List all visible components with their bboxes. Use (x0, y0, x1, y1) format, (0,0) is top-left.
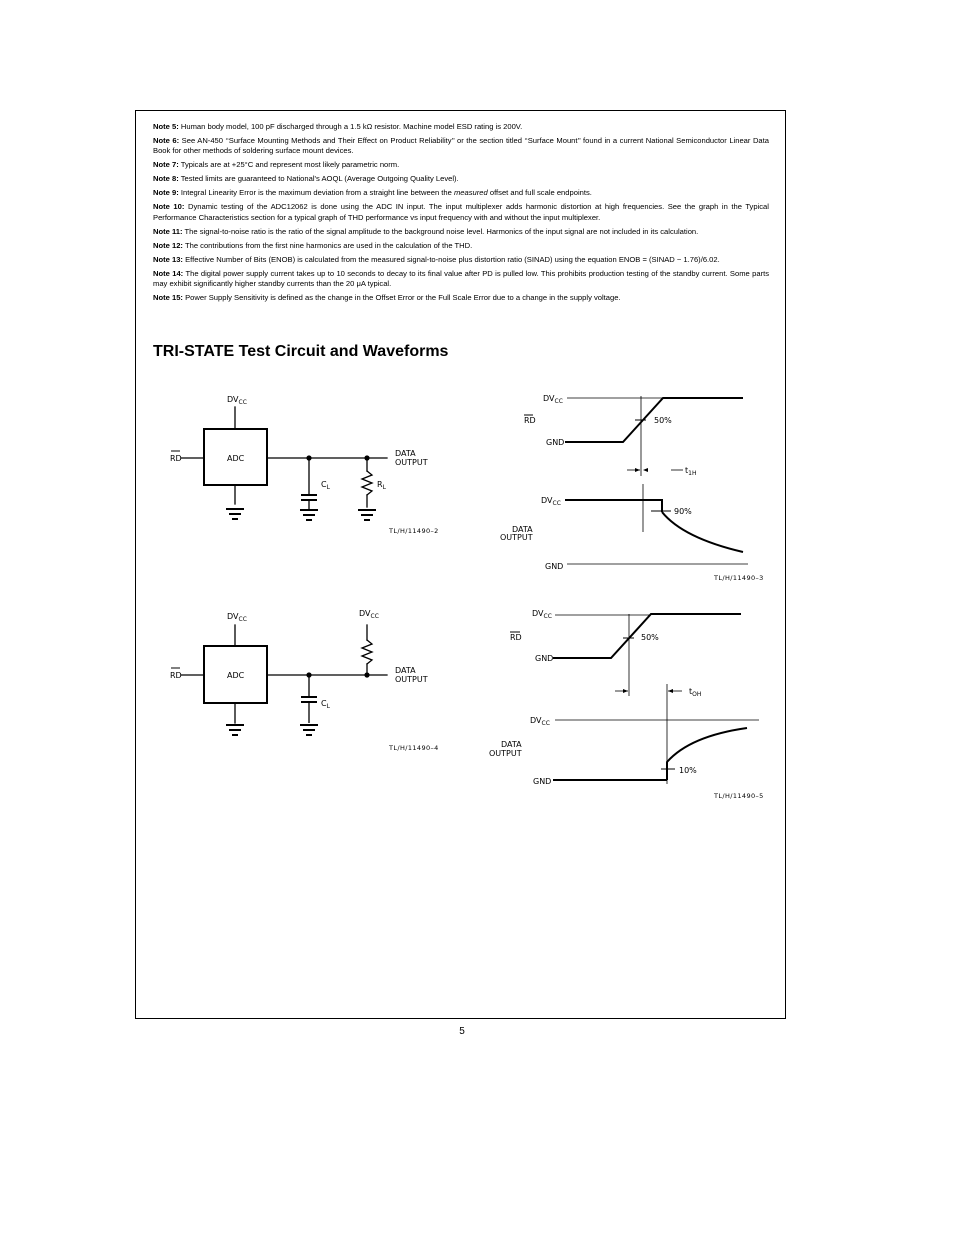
dvcc-label: $DV_{CC}$ (227, 612, 247, 623)
figure-id: TL/H/11490–2 (389, 527, 439, 535)
note-6: Note 6: See AN-450 ‘‘Surface Mounting Methods and Their Effect on Product Reliability’’ or the section titled ‘‘Surface Mount’’ found in a current National Semiconductor Linear Data Book for other methods of soldering surface mount devices. (153, 136, 769, 156)
figure-tl-h-11490-4 (165, 605, 465, 755)
gnd-label: GND (546, 438, 565, 447)
rd-label: RD (510, 633, 522, 642)
rd-label: RD (524, 416, 536, 425)
cl-label: $C_L$ (321, 480, 330, 491)
note-9: Note 9: Integral Linearity Error is the maximum deviation from a straight line between the measured offset and full scale endpoints. (153, 188, 592, 198)
percent-90-label: 90% (674, 507, 692, 516)
note-11: Note 11: The signal-to-noise ratio is the ratio of the signal amplitude to the background noise level. Harmonics of the input signal are not included in its calculation. (153, 226, 699, 236)
note-5: Note 5: Human body model, 100 pF discharged through a 1.5 kΩ resistor. Machine model ESD rating is 200V. (153, 122, 523, 131)
dvcc-label-2: $DV_{CC}$ (541, 496, 561, 507)
dvcc-label: $DV_{CC}$ (532, 609, 552, 620)
dvcc-label: $DV_{CC}$ (543, 394, 563, 405)
rd-label: RD (170, 671, 182, 680)
figure-id: TL/H/11490–3 (714, 574, 764, 582)
note-8: Note 8: Tested limits are guaranteed to National's AOQL (Average Outgoing Quality Level). (153, 174, 459, 184)
dvcc-label: $DV_{CC}$ (227, 395, 247, 406)
data-output-label-line2: OUTPUT (489, 749, 522, 758)
note-7: Note 7: Typicals are at +25°C and represent most likely parametric norm. (153, 160, 400, 170)
rl-label: $R_L$ (377, 480, 386, 491)
data-output-label-line2: OUTPUT (395, 458, 428, 467)
note-15: Note 15: Power Supply Sensitivity is defined as the change in the Offset Error or the Full Scale Error due to a change in the supply voltage. (153, 293, 621, 303)
cl-label: $C_L$ (321, 699, 330, 710)
dvcc-label-2: $DV_{CC}$ (359, 609, 379, 620)
note-12: Note 12: The contributions from the first nine harmonics are used in the calculation of the THD. (153, 240, 473, 250)
section-title: TRI-STATE Test Circuit and Waveforms (153, 343, 449, 360)
figure-tl-h-11490-5 (485, 604, 783, 804)
figure-tl-h-11490-3 (493, 388, 783, 586)
data-output-label-line1: DATA (395, 449, 416, 458)
toh-label: $t_{OH}$ (689, 687, 702, 698)
capacitor-symbol (301, 697, 317, 702)
data-output-label-line2: OUTPUT (500, 533, 533, 542)
percent-50-label: 50% (641, 633, 659, 642)
gnd-label: GND (535, 654, 554, 663)
notes-section (153, 122, 769, 307)
figure-id: TL/H/11490–4 (389, 744, 439, 752)
page-number: 5 (459, 1026, 465, 1037)
note-14: Note 14: The digital power supply current takes up to 10 seconds to decay to its final value after PD is pulled low. This prohibits production testing of the standby current. Some parts may exhibit significantly higher standby currents than the 20 μA typical. (153, 268, 769, 289)
percent-50-label: 50% (654, 416, 672, 425)
ground-symbols (226, 509, 376, 520)
note-10: Note 10: Dynamic testing of the ADC12062 is done using the ADC IN input. The input multiplexer adds harmonic distortion at high frequencies. See the graph in the Typical Performance Characteristics section for a typical graph of THD performance vs input frequency with and without the input multiplexer. (153, 202, 769, 222)
adc-label: ADC (227, 454, 245, 463)
figure-id: TL/H/11490–5 (714, 792, 764, 800)
adc-label: ADC (227, 671, 245, 680)
figure-tl-h-11490-2 (165, 385, 465, 545)
ground-symbols (226, 725, 318, 735)
data-output-label-line1: DATA (512, 525, 533, 534)
data-output-label-line1: DATA (395, 666, 416, 675)
t1h-label: $t_{1H}$ (685, 466, 697, 477)
note-13: Note 13: Effective Number of Bits (ENOB) is calculated from the measured signal-to-noise plus distortion ratio (SINAD) using the equation ENOB = (SINAD − 1.76)/6.02. (153, 254, 720, 264)
gnd-label-2: GND (533, 777, 552, 786)
gnd-label-2: GND (545, 562, 564, 571)
dvcc-label-2: $DV_{CC}$ (530, 716, 550, 727)
data-output-label-line1: DATA (501, 740, 522, 749)
data-output-label-line2: OUTPUT (395, 675, 428, 684)
percent-10-label: 10% (679, 766, 697, 775)
capacitor-symbol (301, 495, 317, 500)
rd-label: RD (170, 454, 182, 463)
